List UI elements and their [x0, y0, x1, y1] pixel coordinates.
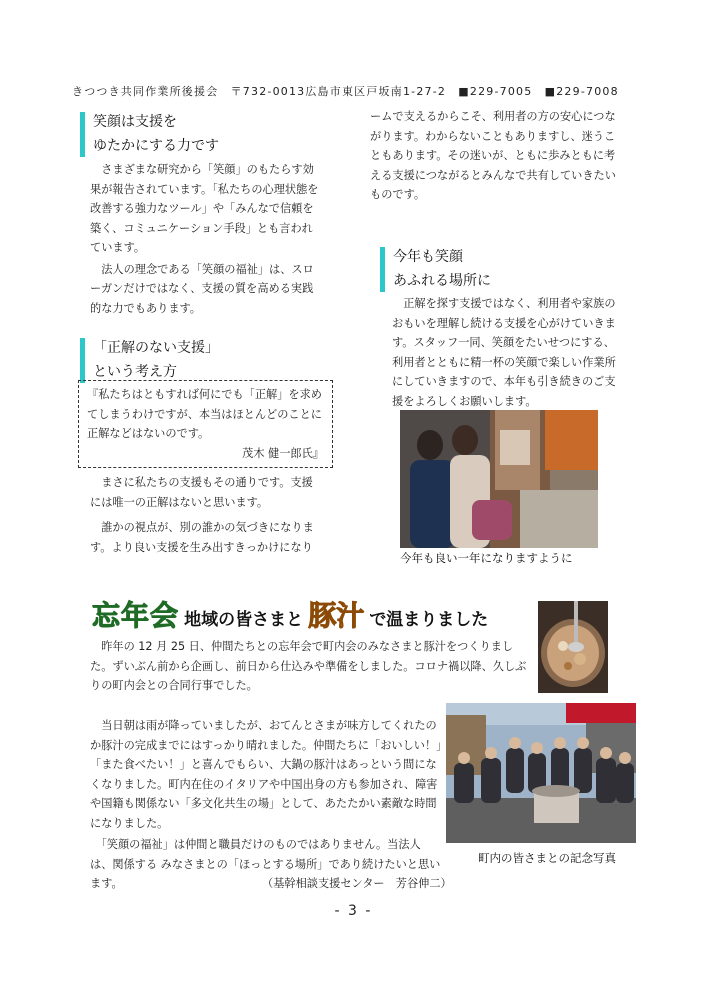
- article-body-bottom: [90, 716, 442, 894]
- section1-title-line2: ゆたかにする力です: [93, 138, 219, 154]
- article-signature: （基幹相談支援センター 芳谷伸二）: [262, 877, 452, 890]
- workshop-photo-caption: 今年も良い一年になりますように: [400, 551, 573, 565]
- page-number: - 3 -: [334, 903, 373, 919]
- section3-title: [393, 245, 491, 293]
- section3-paragraph: 正解を探す支援ではなく、利用者や家族のおもいを理解し続ける支援を心がけていきます。スタッフ一同、笑顔をたいせつにする、利用者とともに精一杯の笑顔で楽しい作業所にしていきますので、本年も引き続きのご支援をよろしくお願いします。: [392, 297, 616, 408]
- group-photo-caption: 町内の皆さまとの記念写真: [478, 851, 616, 865]
- quote-box: [78, 380, 333, 468]
- workshop-photo: [400, 410, 598, 548]
- article-title-green: 忘年会: [92, 599, 180, 632]
- heading-bar: [80, 112, 85, 157]
- section2-title-line1: 「正解のない支援」: [93, 340, 219, 356]
- section2-body-continued: [370, 107, 625, 223]
- article-paragraph: 「笑顔の福祉」は仲間と職員だけのものではありません。当法人は、関係する みなさまとの「ほっとする場所」であり続けたいと思います。: [90, 838, 441, 890]
- article-title-orange: 豚汁: [308, 599, 365, 632]
- quote-text: 『私たちはともすれば何にでも「正解」を求めてしまうわけですが、本当はほとんどのことに正解などはないのです。: [87, 388, 322, 440]
- section2-paragraph: 誰かの視点が、別の誰かの気づきになります。より良い支援を生み出すきっかけになり: [90, 521, 314, 554]
- section3-title-line2: あふれる場所に: [393, 273, 491, 289]
- section1-title-line1: 笑顔は支援を: [93, 114, 177, 130]
- quote-author: 茂木 健一郎氏』: [242, 446, 324, 460]
- heading-bar: [80, 338, 85, 383]
- section2-title-line2: という考え方: [93, 364, 177, 380]
- article-title-end: で温まりました: [369, 610, 489, 630]
- section2-title: [93, 336, 219, 384]
- article-body-top: [90, 637, 530, 696]
- section1-title: [93, 110, 219, 158]
- article-paragraph: 昨年の 12 月 25 日、仲間たちとの忘年会で町内会のみなさまと豚汁をつくりました。ずいぶん前から企画し、前日から仕込みや準備をしました。コロナ禍以降、久しぶりの町内会との合同行事でした。: [90, 640, 527, 692]
- article-title-mid: 地域の皆さまと: [184, 610, 304, 630]
- section2-paragraph: まさに私たちの支援もその通りです。支援には唯一の正解はないと思います。: [90, 476, 313, 509]
- section1-paragraph: さまざまな研究から「笑顔」のもたらす効果が報告されています。「私たちの心理状態を改善する強力なツール」や「みんなで信頼を築く、コミュニケーション手段」とも言われています。: [90, 163, 319, 254]
- section1-paragraph: 法人の理念である「笑顔の福祉」は、スローガンだけではなく、支援の質を高める実践的な力でもあります。: [90, 262, 314, 315]
- heading-bar: [380, 247, 385, 292]
- section3-title-line1: 今年も笑顔: [393, 249, 463, 265]
- article-title: [92, 594, 488, 634]
- section2-paragraph-continued: ームで支えるからこそ、利用者の方の安心につながります。わからないこともありますし、迷うこともあります。その迷いが、ともに歩みともに考える支援につながるとみんなで共有していきたいものです。: [370, 110, 616, 201]
- article-paragraph: 当日朝は雨が降っていましたが、おてんとさまが味方してくれたのか豚汁の完成までにはすっかり晴れました。仲間たちに「おいしい！」「また食べたい！」と喜んでもらい、大鍋の豚汁はあっという間になくなりました。町内在住のイタリアや中国出身の方も参加され、障害や国籍も関係ない「多文化共生の場」として、あたたかい素敵な時間になりました。: [90, 719, 442, 830]
- section1-body: [90, 160, 322, 318]
- section3-body: [392, 294, 624, 411]
- tonjiru-pot-photo: [538, 601, 608, 693]
- group-photo: [446, 703, 636, 843]
- newsletter-header: きつつき共同作業所後援会 〒732-0013広島市東区戸坂南1-27-2 ■229-7005 ■229-7008: [72, 85, 619, 98]
- section2-body: [90, 473, 322, 557]
